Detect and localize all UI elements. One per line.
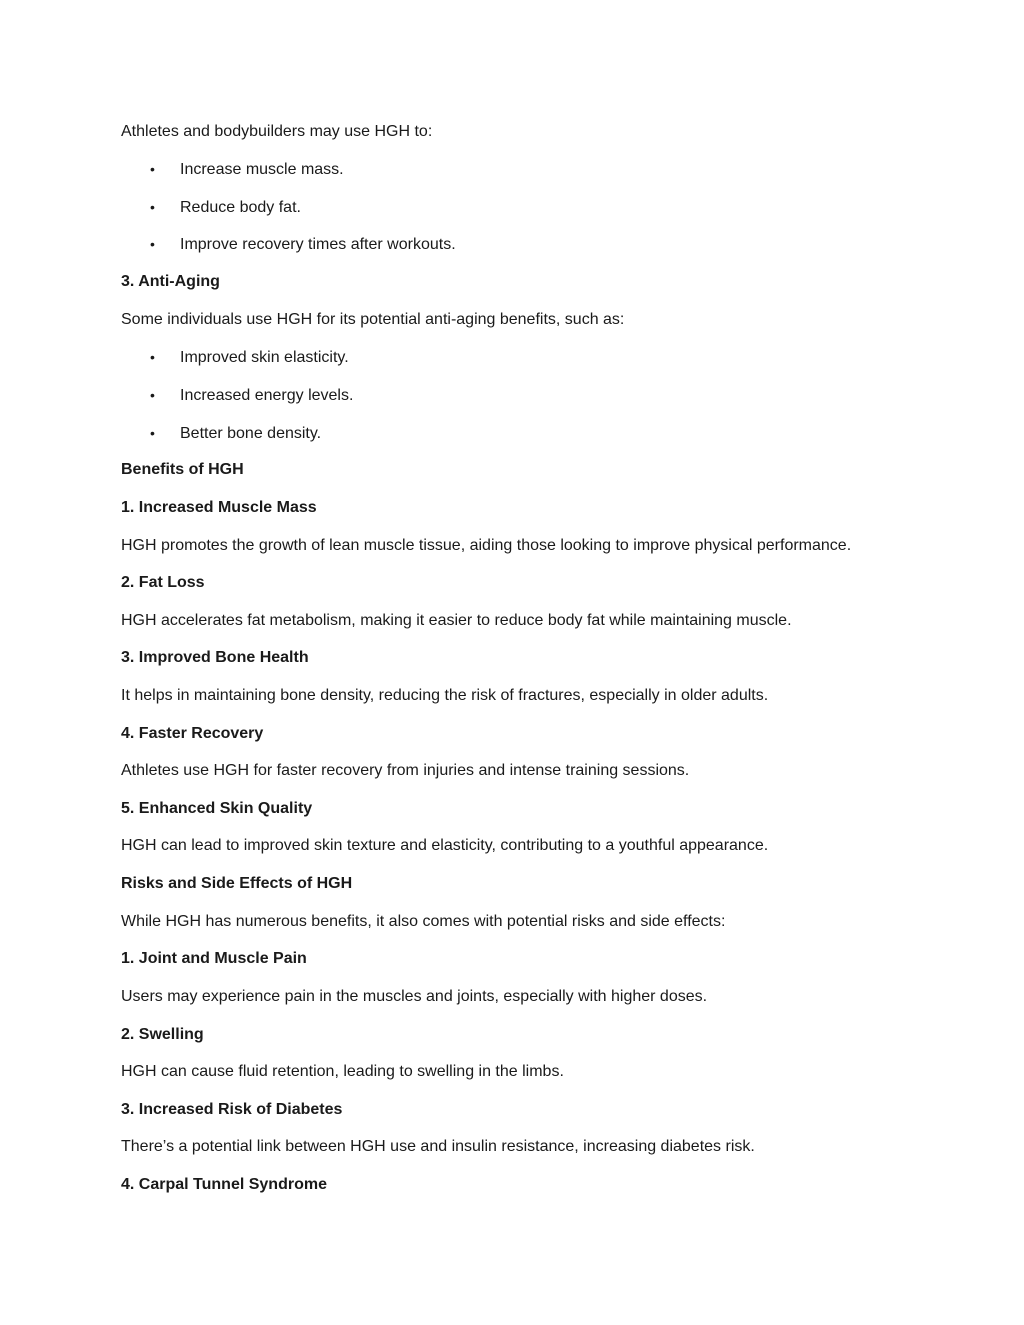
paragraph: HGH accelerates fat metabolism, making it easier to reduce body fat while maintaining muscle. [121, 612, 792, 629]
subsection-heading: 4. Carpal Tunnel Syndrome [121, 1176, 327, 1193]
section-heading: 3. Anti-Aging [121, 273, 220, 290]
bullet-text: Improve recovery times after workouts. [180, 236, 456, 253]
bullet-text: Better bone density. [180, 425, 322, 442]
paragraph: Users may experience pain in the muscles and joints, especially with higher doses. [121, 988, 708, 1005]
list-item [150, 197, 301, 218]
bullet-text: Increased energy levels. [180, 387, 354, 404]
bullet-icon: • [150, 161, 155, 177]
bullet-text: Reduce body fat. [180, 199, 301, 216]
bullet-icon: • [150, 387, 155, 403]
subsection-heading: 3. Increased Risk of Diabetes [121, 1101, 343, 1118]
subsection-heading: 1. Increased Muscle Mass [121, 499, 317, 516]
subsection-heading: 4. Faster Recovery [121, 725, 264, 742]
paragraph: It helps in maintaining bone density, reducing the risk of fractures, especially in older adults. [121, 687, 769, 704]
bullet-icon: • [150, 425, 155, 441]
subsection-heading: 5. Enhanced Skin Quality [121, 800, 313, 817]
paragraph: HGH can lead to improved skin texture and elasticity, contributing to a youthful appearance. [121, 837, 769, 854]
bullet-icon: • [150, 236, 155, 252]
list-item [150, 347, 349, 368]
bullet-text: Improved skin elasticity. [180, 349, 349, 366]
subsection-heading: 2. Fat Loss [121, 574, 205, 591]
section-heading: Benefits of HGH [121, 461, 244, 478]
paragraph: Some individuals use HGH for its potential anti-aging benefits, such as: [121, 311, 625, 328]
list-item [150, 159, 344, 180]
bullet-text: Increase muscle mass. [180, 161, 344, 178]
paragraph: While HGH has numerous benefits, it also comes with potential risks and side effects: [121, 913, 726, 930]
bullet-icon: • [150, 199, 155, 215]
athletes-intro: Athletes and bodybuilders may use HGH to: [121, 123, 433, 140]
list-item [150, 234, 456, 255]
subsection-heading: 1. Joint and Muscle Pain [121, 950, 307, 967]
paragraph: HGH can cause fluid retention, leading to swelling in the limbs. [121, 1063, 564, 1080]
paragraph: There’s a potential link between HGH use and insulin resistance, increasing diabetes risk. [121, 1138, 755, 1155]
section-heading: Risks and Side Effects of HGH [121, 875, 353, 892]
list-item [150, 385, 353, 406]
subsection-heading: 2. Swelling [121, 1026, 204, 1043]
bullet-icon: • [150, 349, 155, 365]
paragraph: HGH promotes the growth of lean muscle tissue, aiding those looking to improve physical performance. [121, 537, 852, 554]
list-item [150, 423, 321, 444]
paragraph: Athletes use HGH for faster recovery from injuries and intense training sessions. [121, 762, 690, 779]
subsection-heading: 3. Improved Bone Health [121, 649, 309, 666]
